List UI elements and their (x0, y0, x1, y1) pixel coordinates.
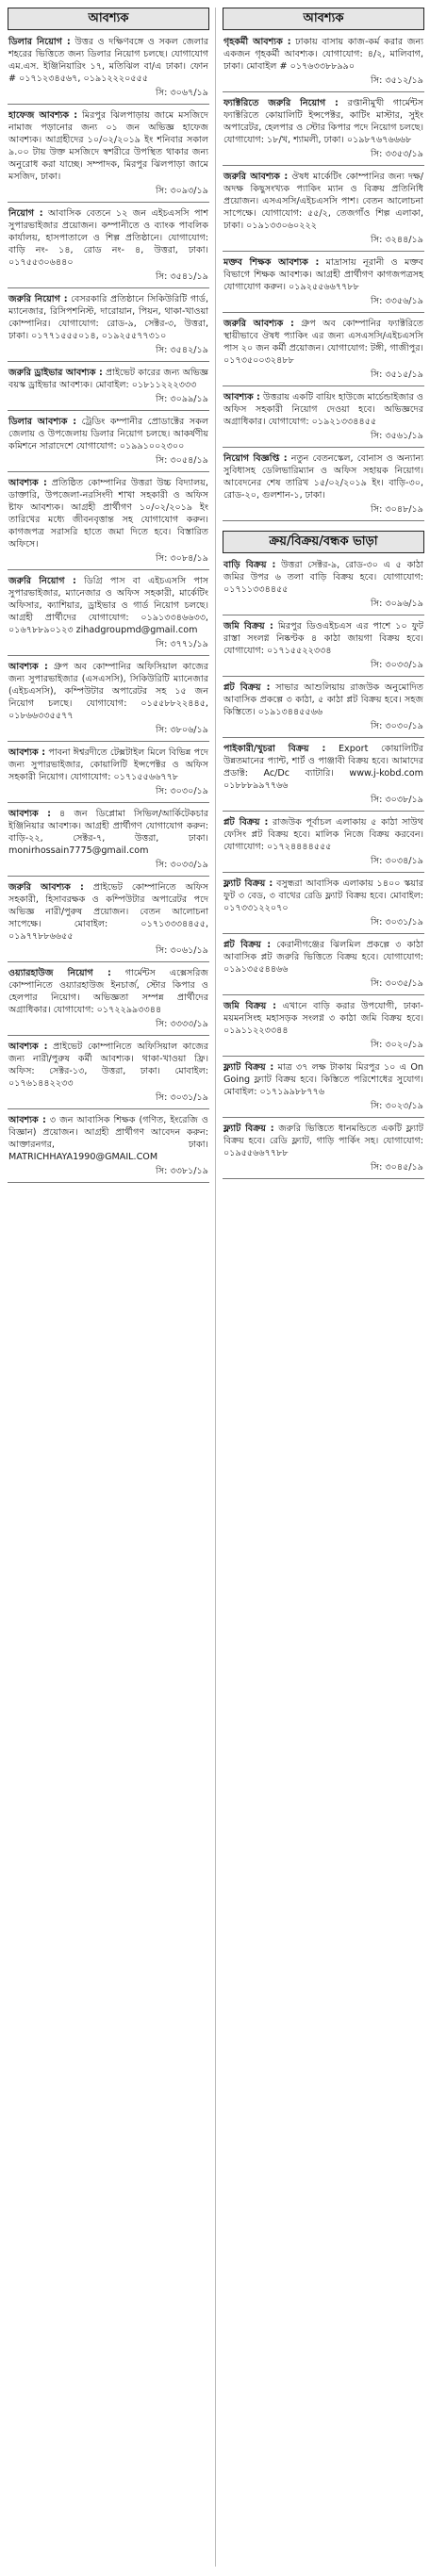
ad-text (223, 939, 424, 990)
ad-heading: নিয়োগ বিজ্ঞপ্তি : (223, 453, 288, 464)
ad-text (223, 256, 424, 307)
ad-body: গার্মেন্টস এক্সেসরিজ কোম্পানিতে ওয়্যারহাউজ ইনচার্জ, স্টোর কিপার ও হেলপার নিয়োগ। অভিজ্ঞতা সম্পন্ন প্রার্থীদের অগ্রাধিকার। যোগাযোগ: ০১৭২২৯৯৩৩৪৪ (8, 968, 208, 1015)
ad-code: সি: ৩০২০/১৯ (371, 1040, 423, 1050)
ad-heading: আবশ্যক : (8, 478, 47, 488)
ad-heading: নিয়োগ : (8, 208, 43, 219)
ad-heading: আবশ্যক : (8, 1042, 48, 1052)
ad-heading: আবশ্যক : (8, 747, 46, 758)
ad-body: বসুন্ধরা আবাসিক এলাকায় ১৪০০ স্কয়ার ফুট ৩ বেড, ৩ বাথের রেডি ফ্ল্যাট বিক্রয় হবে। মোবাইল: ০১৭৩৩১২২০৭০ (223, 878, 423, 913)
ad-heading: ওয়্যারহাউজ নিয়োগ : (8, 968, 111, 978)
ad-text (223, 816, 424, 867)
ad-code: সি: ৩০৩৩/১৯ (371, 660, 423, 670)
ad-code: সি: ৩০৬৭/১৯ (156, 88, 208, 98)
ad-heading: মক্তব শিক্ষক আবশ্যক : (223, 257, 320, 268)
ad-separator (8, 410, 209, 411)
classified-ad (223, 318, 424, 386)
classified-ad (223, 1061, 424, 1118)
ad-separator (8, 802, 209, 803)
ad-heading: জরুরি ড্রাইভার আবশ্যক : (8, 368, 103, 378)
ad-text (8, 661, 209, 736)
classified-ad (223, 1123, 424, 1179)
classified-ad (8, 36, 209, 105)
classified-ad (8, 575, 209, 656)
ad-heading: ফ্ল্যাট বিক্রয় : (223, 1124, 274, 1134)
ad-code: সি: ৩০৩৫/১৯ (371, 978, 423, 989)
classified-ad (8, 477, 209, 570)
section-header-buy-sell: ক্রয়/বিক্রয়/বন্ধক ভাড়া (223, 531, 424, 553)
ad-separator (8, 1108, 209, 1109)
ad-text (223, 559, 424, 610)
ad-separator (223, 1178, 424, 1179)
classified-ad (223, 559, 424, 615)
ad-separator (8, 471, 209, 472)
ad-body: ৩ জন আবাসিক শিক্ষক (গণিত, ইংরেজি ও বিজ্ঞান) প্রয়োজন। আগ্রহী প্রার্থীগণ আবেদন করুন: আক্তারনগর, ঢাকা। MATRICHHAYA1990@GMAIL.COM (8, 1115, 208, 1162)
ad-separator (223, 872, 424, 873)
ad-heading: গৃহকর্মী আবশ্যক : (223, 37, 291, 47)
ad-heading: জরুরি আবশ্যক : (8, 882, 84, 893)
ad-code: সি: ৩০৩০/১৯ (156, 786, 208, 796)
ad-body: রাজউক পূর্বাচল এলাকায় ৫ কাঠা সাউথ ফেসিং প্লট বিক্রয় হবে। মালিক নিজে বিক্রয় করবেন। যোগাযোগ: ০১৭২৪৪৪৪৫৫৫ (223, 817, 423, 852)
ad-body: সাভার আশুলিয়ায় রাজউক অনুমোদিত আবাসিক প্রকল্পে ৩ কাঠা, ৫ কাঠা প্লট বিক্রয় হবে। সহজ কিস্তিতে। ০১৯১৩৪৪৫৫৬৬ (223, 682, 423, 717)
ad-code: সি: ৩০৩১/১৯ (371, 917, 423, 927)
ad-separator (8, 202, 209, 203)
ad-code: সি: ৩০৪৫/১৯ (371, 1162, 423, 1173)
ad-code: সি: ৩০৩৩/১৯ (156, 860, 208, 870)
ad-body: প্রাইভেট কারের জন্য অভিজ্ঞ বয়স্ক ড্রাইভার আবশ্যক। মোবাইল: ০১৮১১২২২৩৩৩ (8, 368, 208, 390)
ad-heading: প্লট বিক্রয় : (223, 817, 269, 828)
ad-body: উত্তর ও দক্ষিণবঙ্গে ও সকল জেলার শহরের ভিত্তিতে জন্য ডিলার নিয়োগ চলছে। যোগাযোগ এম.এস. ইঞ্জিনিয়ারিং ১৭, মতিঝিল বা/এ ঢাকা। ফোন # ০১৭১২৩৪৫৬৭, ০১৯১২২২০৫৫৫ (8, 37, 209, 84)
left-column (8, 8, 209, 2567)
ad-text (223, 620, 424, 671)
classified-ad (223, 620, 424, 677)
ad-code: সি: ৩০৯৩/১৯ (156, 186, 208, 196)
ad-heading: জরুরি নিয়োগ : (8, 294, 68, 304)
ad-text (8, 416, 209, 467)
ad-body: প্রাইভেট কোম্পানিতে অফিস সহকারী, হিসাবরক্ষক ও কম্পিউটার অপারেটর পদে অভিজ্ঞ নারী/পুরুষ প্রয়োজন। বেতন আলোচনা সাপেক্ষে। মোবাইল: ০১৭১৩৩৩৪৪৫৫, ০১৯৭৭৮৮৬৬৫৫ (8, 882, 208, 942)
ad-code: সি: ৩৫১২/১৯ (371, 75, 423, 86)
ad-separator (8, 104, 209, 105)
ad-separator (223, 1117, 424, 1118)
classified-ad (8, 881, 209, 962)
ad-text (8, 808, 209, 871)
ad-code: সি: ৩৩৫৬/১৯ (371, 296, 423, 306)
classified-ad (223, 171, 424, 252)
ad-separator (8, 741, 209, 742)
ad-body: রপ্তানীমুখী গার্মেন্টস ফ্যাক্টরিতে কোয়ালিটি ইন্সপেক্টর, কাটিং মাস্টার, সুইং অপারেটর, হেলপার ও স্টোর কিপার পদে নিয়োগ চলছে। যোগাযোগ: ১৮/খ, শ্যামলী, ঢাকা। ০১৯৮৭৬৭৬৬৬৮ (223, 98, 423, 145)
ad-body: ডিগ্রি পাস বা এইচএসসি পাস সুপারভাইজার, ম্যানেজার ও অফিস সহকারী, মার্কেটিং অফিসার, ক্যাশিয়ার, ড্রাইভার ও গার্ড নিয়োগ চলছে। আগ্রহী প্রার্থীদের যোগাযোগ: ০১৯১৩৩৪৬৬৩৩, ০১৬৭৮৮৯০১২৩ zihadgroupmd@gmail.com (8, 576, 208, 635)
ad-body: উত্তরায় একটি বায়িং হাউজে মার্চেন্ডাইজার ও অফিস সহকারী নিয়োগ দেওয়া হবে। অভিজ্ঞদের অগ্রাধিকার। যোগাযোগ: ০১৯২১৩৩৪৪৫৫ (223, 392, 423, 427)
ad-separator (223, 165, 424, 166)
classified-ad (8, 1041, 209, 1109)
ad-body: গ্রুপ অব কোম্পানির অফিসিয়াল কাজের জন্য সুপারভাইজার (এসএসসি), সিকিউরিটি ম্যানেজার (এইচএসসি), কম্পিউটার অপারেটর সহ ১৫ জন নিয়োগ চলছে। যোগাযোগ: ০১৫৫৮৮২২৪৪৫, ০১৮৬৬৩৩৫৫৭৭ (8, 662, 208, 721)
ad-text (8, 367, 209, 405)
ad-text (223, 1123, 424, 1173)
ad-text (8, 575, 209, 650)
ad-text (8, 477, 209, 565)
ad-text (223, 1000, 424, 1051)
classified-ad (223, 743, 424, 812)
ad-heading: ডিলার আবশ্যক : (8, 417, 77, 427)
ad-separator (8, 287, 209, 288)
classified-ad (8, 109, 209, 203)
ad-separator (8, 1035, 209, 1036)
ad-heading: জরুরি আবশ্যক : (223, 172, 289, 182)
ad-text (223, 452, 424, 516)
ad-body: পাবনা ঈশ্বরদীতে টেক্সটাইল মিলে বিভিন্ন পদে জন্য সুপারভাইজার, কোয়ালিটি ইন্সপেক্টর ও অফিস সহকারী নিয়োগ। যোগাযোগ: ০১৭১৫৫৬৬৭৭৮ (8, 747, 208, 782)
ad-body: জরুরি ভিত্তিতে ধানমন্ডিতে একটি ফ্ল্যাট বিক্রয় হবে। রেডি ফ্ল্যাট, গাড়ি পার্কিং সহ। যোগাযোগ: ০১৯৫৫৬৬৭৭৮৮ (223, 1124, 423, 1158)
ad-body: প্রাইভেট কোম্পানিতে অফিসিয়াল কাজের জন্য নারী/পুরুষ কর্মী আবশ্যক। থাকা-খাওয়া ফ্রি। অফিস: সেক্টর-১৩, উত্তরা, ঢাকা। মোবাইল: ০১৭৬১৪৪২২৩৩ (8, 1042, 208, 1089)
ad-code: সি: ৩০৯৬/১৯ (371, 599, 423, 609)
ad-heading: জমি বিক্রয় : (223, 621, 273, 632)
ad-heading: ডিলার নিয়োগ : (8, 37, 71, 47)
ad-body: মিরপুর ডিওএইচএস এর পাশে ১০ ফুট রাস্তা সংলগ্ন নিষ্কণ্টক ৪ কাঠা জায়গা বিক্রয় হবে। যোগাযোগ: ০১৭১৫৫২২৩৩৪ (223, 621, 423, 656)
column-divider (215, 8, 216, 2567)
ad-code: সি: ৩৫১৫/১৯ (371, 369, 423, 380)
ad-heading: জরুরি নিয়োগ : (8, 576, 76, 586)
ad-heading: পাইকারী/খুচরা বিক্রয় : (223, 744, 326, 754)
ad-code: সি: ৩০৬১/১৯ (156, 945, 208, 956)
ad-body: মাদ্রাসায় নূরানী ও মক্তব বিভাগে শিক্ষক আবশ্যক। আগ্রহী প্রার্থীগণ কাগজপত্রসহ যোগাযোগ করুন। ০১৯২৫৫৬৬৭৭৮৮ (223, 257, 423, 292)
ad-code: সি: ৩০৩৮/১৯ (371, 795, 423, 805)
ad-text (223, 743, 424, 806)
ad-body: কেরানীগঞ্জের ঝিলমিল প্রকল্পে ৩ কাঠা আবাসিক প্লট জরুরি ভিত্তিতে বিক্রয় হবে। যোগাযোগ: ০১৯১৩৫৫৪৪৬৬ (223, 940, 423, 975)
ad-separator (223, 91, 424, 92)
ad-separator (223, 933, 424, 934)
section-header-wanted-left: আবশ্যক (8, 8, 209, 30)
ad-text (8, 881, 209, 957)
ad-heading: বাড়ি বিক্রয় : (223, 560, 276, 570)
ad-code: সি: ৩৮০৬/১৯ (156, 725, 208, 735)
ad-heading: আবশ্যক : (8, 662, 48, 672)
ad-text (8, 747, 209, 797)
ad-separator (8, 655, 209, 656)
ad-separator (8, 876, 209, 877)
ad-separator (223, 251, 424, 252)
ad-code: সি: ৩০৩০/১৯ (371, 721, 423, 731)
ad-code: সি: ৩৩৮১/১৯ (156, 1166, 208, 1176)
ad-separator (223, 676, 424, 677)
ad-body: Export কোয়ালিটির উন্নতমানের প্যান্ট, শার্ট ও পাঞ্জাবী বিক্রয় হবে। আমাদের প্রডাক্ট: Ac/Dc ব্যাটারি। www.j-kobd.com ০১৮৮৮৯৯৭৭৬৬ (223, 744, 423, 791)
ad-text (223, 391, 424, 442)
classified-ad (8, 808, 209, 877)
ad-text (223, 681, 424, 732)
classified-ad (223, 1000, 424, 1057)
ad-body: নতুন বেতনস্কেল, বোনাস ও অন্যান্য সুবিধাসহ ডেলিভারিম্যান ও অফিস সহায়ক নিয়োগ। আবেদনের শেষ তারিখ ১৫/০২/২০১৯ ইং। বাড়ি-৩০, রোড-২০, গুলশান-১, ঢাকা। (223, 453, 423, 500)
ad-code: সি: ৩৩৫৩/১৯ (371, 149, 423, 159)
ad-code: সি: ৩৫৪২/১৯ (156, 345, 208, 355)
ad-text (223, 1061, 424, 1112)
ad-text (8, 109, 209, 197)
ad-text (8, 36, 209, 99)
section-header-wanted-right: আবশ্যক (223, 8, 424, 30)
ad-body: উত্তরা সেক্টর-৯, রোড-৩০ এ ৫ কাঠা জমির উপর ৬ তলা বাড়ি বিক্রয় হবে। যোগাযোগ: ০১৭১১৩৩৪৪৫৫ (223, 560, 423, 595)
classified-ad (223, 681, 424, 738)
ad-code: সি: ৩৫৪১/১৯ (156, 271, 208, 282)
right-column (223, 8, 424, 2567)
ad-list-buy-sell (223, 559, 424, 1179)
ad-body: ঢাকায় বাসায় কাজ-কর্ম করার জন্য একজন গৃহকর্মী আবশ্যক। যোগাযোগ: ৪/২, মালিবাগ, ঢাকা। মোবাইল # ০১৭৬৩৩৮৮৯৯০ (223, 37, 423, 72)
ad-heading: ফ্ল্যাট বিক্রয় : (223, 878, 273, 889)
ad-body: প্রতিষ্ঠিত কোম্পানির উত্তরা উচ্চ বিদ্যালয়, ডাক্তারি, উপজেলা-নরসিংদী শাখা সহকারী ও অফিস ষ্টাফ আবশ্যক। আগ্রহী প্রার্থীগণ ১০/০২/২০১৯ ইং তারিখের মধ্যে জীবনবৃত্তান্ত সহ যোগাযোগ করুন। কাগজপত্র সরাসরি হাতে জমা দিতে হবে। বিস্তারিত অফিসে। (8, 478, 208, 550)
classified-ad (8, 967, 209, 1036)
ad-heading: আবশ্যক : (8, 809, 51, 819)
ad-body: মিরপুর ঝিলপাড়ায় জামে মসজিদে নামাজ পড়ানোর জন্য ০১ জন অভিজ্ঞ হাফেজ আবশ্যক। আগ্রহীদের ১০/০২/২০১৯ ইং শনিবার সকাল ৯.০০ টায় উক্ত মসজিদে স্বশরীরে উপস্থিত থাকার জন্য অনুরোধ করা যাচ্ছে। সম্পাদক, মিরপুর ঝিলপাড়া জামে মসজিদ, ঢাকা। (8, 110, 208, 182)
ad-separator (223, 520, 424, 521)
ad-separator (223, 994, 424, 995)
ad-separator (8, 1182, 209, 1183)
ad-body: মাত্র ৩৭ লক্ষ টাকায় মিরপুর ১০ এ On Going ফ্ল্যাট বিক্রয় হবে। কিস্তিতে পরিশোধের সুযোগ। মোবাইল: ০১৭১৯৯৮৮৭৭৬ (223, 1062, 423, 1097)
ad-text (223, 318, 424, 381)
classified-ad (8, 1114, 209, 1183)
ad-text (8, 1114, 209, 1177)
ad-code: সি: ৩৫৬১/১৯ (371, 431, 423, 441)
ad-body: এখানে বাড়ি করার উপযোগী, ঢাকা-ময়মনসিংহ মহাসড়ক সংলগ্ন ৩ কাঠা জমি বিক্রয় হবে। ০১৯১১২২৩৩৪৪ (223, 1001, 423, 1036)
ad-separator (8, 961, 209, 962)
ad-code: সি: ৩০৪৮/১৯ (371, 504, 423, 515)
classified-ad (8, 747, 209, 803)
classified-ad (8, 293, 209, 362)
classified-ad (223, 391, 424, 448)
ad-separator (223, 811, 424, 812)
ad-heading: প্লট বিক্রয় : (223, 682, 271, 693)
ad-body: ৪ জন ডিপ্লোমা সিভিল/আর্কিটেকচার ইঞ্জিনিয়ার আবশ্যক। আগ্রহী প্রার্থীগণ যোগাযোগ করুন: বাড়ি-২২, সেক্টর-৭, উত্তরা, ঢাকা। monirhossain7775@gmail.com (8, 809, 208, 856)
ad-text (223, 36, 424, 87)
ad-text (223, 171, 424, 246)
classified-ad (223, 816, 424, 873)
ad-heading: প্লট বিক্রয় : (223, 940, 272, 950)
ad-separator (8, 569, 209, 570)
ad-list-right (223, 36, 424, 521)
ad-heading: ফ্ল্যাট বিক্রয় : (223, 1062, 274, 1073)
ad-code: সি: ৩২৪৪/১৯ (371, 235, 423, 245)
ad-text (223, 878, 424, 928)
ad-code: সি: ৩৩৩৩/১৯ (156, 1019, 208, 1029)
classified-ad (223, 878, 424, 934)
ad-body: ট্রেডিং কম্পানীর প্রোডাক্টের সকল জেলায় ও উপজেলায় ডিলার নিয়োগ চলছে। আকর্ষণীয় কমিশনে সারাদেশে যোগাযোগ: ০১৯৯১০০২৩০০ (8, 417, 208, 451)
classified-ad (223, 452, 424, 521)
ad-text (8, 1041, 209, 1104)
ad-code: সি: ৩০৩৪/১৯ (371, 856, 423, 866)
ad-text (223, 97, 424, 160)
ad-code: সি: ৩০৩১/১৯ (156, 1092, 208, 1103)
classified-ad (8, 367, 209, 411)
ad-body: গ্রুপ অব কোম্পানির ফ্যাক্টরিতে স্থায়ীভাবে ঔষধ প্যাকিং এর জন্য এসএসসি/এইচএসসি পাস ২০ জন কর্মী প্রয়োজন। যোগাযোগ: টঙ্গী, গাজীপুর। ০১৭৩৫০০৩২৪৮৮ (223, 319, 423, 366)
classified-ad (8, 416, 209, 472)
ad-heading: আবশ্যক : (8, 1115, 46, 1125)
ad-heading: ফ্যাক্টরিতে জরুরি নিয়োগ : (223, 98, 339, 108)
classified-ad (223, 36, 424, 92)
ad-separator (223, 447, 424, 448)
ad-code: সি: ৩০৮৪/১৯ (156, 553, 208, 564)
ad-separator (8, 361, 209, 362)
ad-body: বেসরকারি প্রতিষ্ঠানে সিকিউরিটি গার্ড, ম্যানেজার, রিসিপশনিস্ট, দারোয়ান, পিয়ন, থাকা-খাওয়া কোম্পানির। যোগাযোগ: রোড-৯, সেক্টর-৩, উত্তরা, ঢাকা। ০১৭৭১৫৫৫০১৪, ০১৯২৫৫৭৭৩১০ (8, 294, 209, 341)
ad-heading: হাফেজ আবশ্যক : (8, 110, 78, 121)
ad-code: সি: ৩০৯৯/১৯ (156, 394, 208, 404)
ad-separator (223, 737, 424, 738)
ad-separator (223, 312, 424, 313)
ad-code: সি: ৩৭৭১/১৯ (156, 639, 208, 649)
ad-text (8, 207, 209, 283)
ad-heading: আবশ্যক : (223, 392, 260, 402)
ad-body: আবাসিক বেতনে ১২ জন এইচএসসি পাশ সুপারভাইজার প্রয়োজন। কম্পানীতে ও ব্যাংক পাবলিক কার্যালয়, হাসপাতালে ও শিল্প প্রতিষ্ঠানে। যোগাযোগ: বাড়ি নং- ১৪, রোড নং- ৪, উত্তরা, ঢাকা। ০১৭৫৫৩০৬৪৪০ (8, 208, 208, 268)
ad-text (8, 967, 209, 1030)
ad-heading: জমি বিক্রয় : (223, 1001, 276, 1011)
classified-ad (223, 97, 424, 166)
ad-text (8, 293, 209, 356)
ad-code: সি: ৩০৫৪/১৯ (156, 455, 208, 466)
classified-ad (223, 939, 424, 995)
ad-separator (223, 1056, 424, 1057)
ad-code: সি: ৩০২৩/১৯ (371, 1101, 423, 1111)
ad-heading: জরুরি আবশ্যক : (223, 319, 294, 329)
classified-ad (8, 207, 209, 288)
ad-list-left (8, 36, 209, 1183)
ad-body: ঔষধ মার্কেটিং কোম্পানির জন্য দক্ষ/অদক্ষ কিছুসংখ্যক প্যাকিং ম্যান ও বিক্রয় প্রতিনিধি প্রয়োজন। এসএসসি/এইচএসসি পাশ। বেতন আলোচনা সাপেক্ষে। যোগাযোগ: ৫৫/২, তেজগাঁও শিল্প এলাকা, ঢাকা। ০১৯১৩৩০৬০২২২ (223, 172, 423, 231)
classified-ad (8, 661, 209, 742)
classified-ad (223, 256, 424, 313)
